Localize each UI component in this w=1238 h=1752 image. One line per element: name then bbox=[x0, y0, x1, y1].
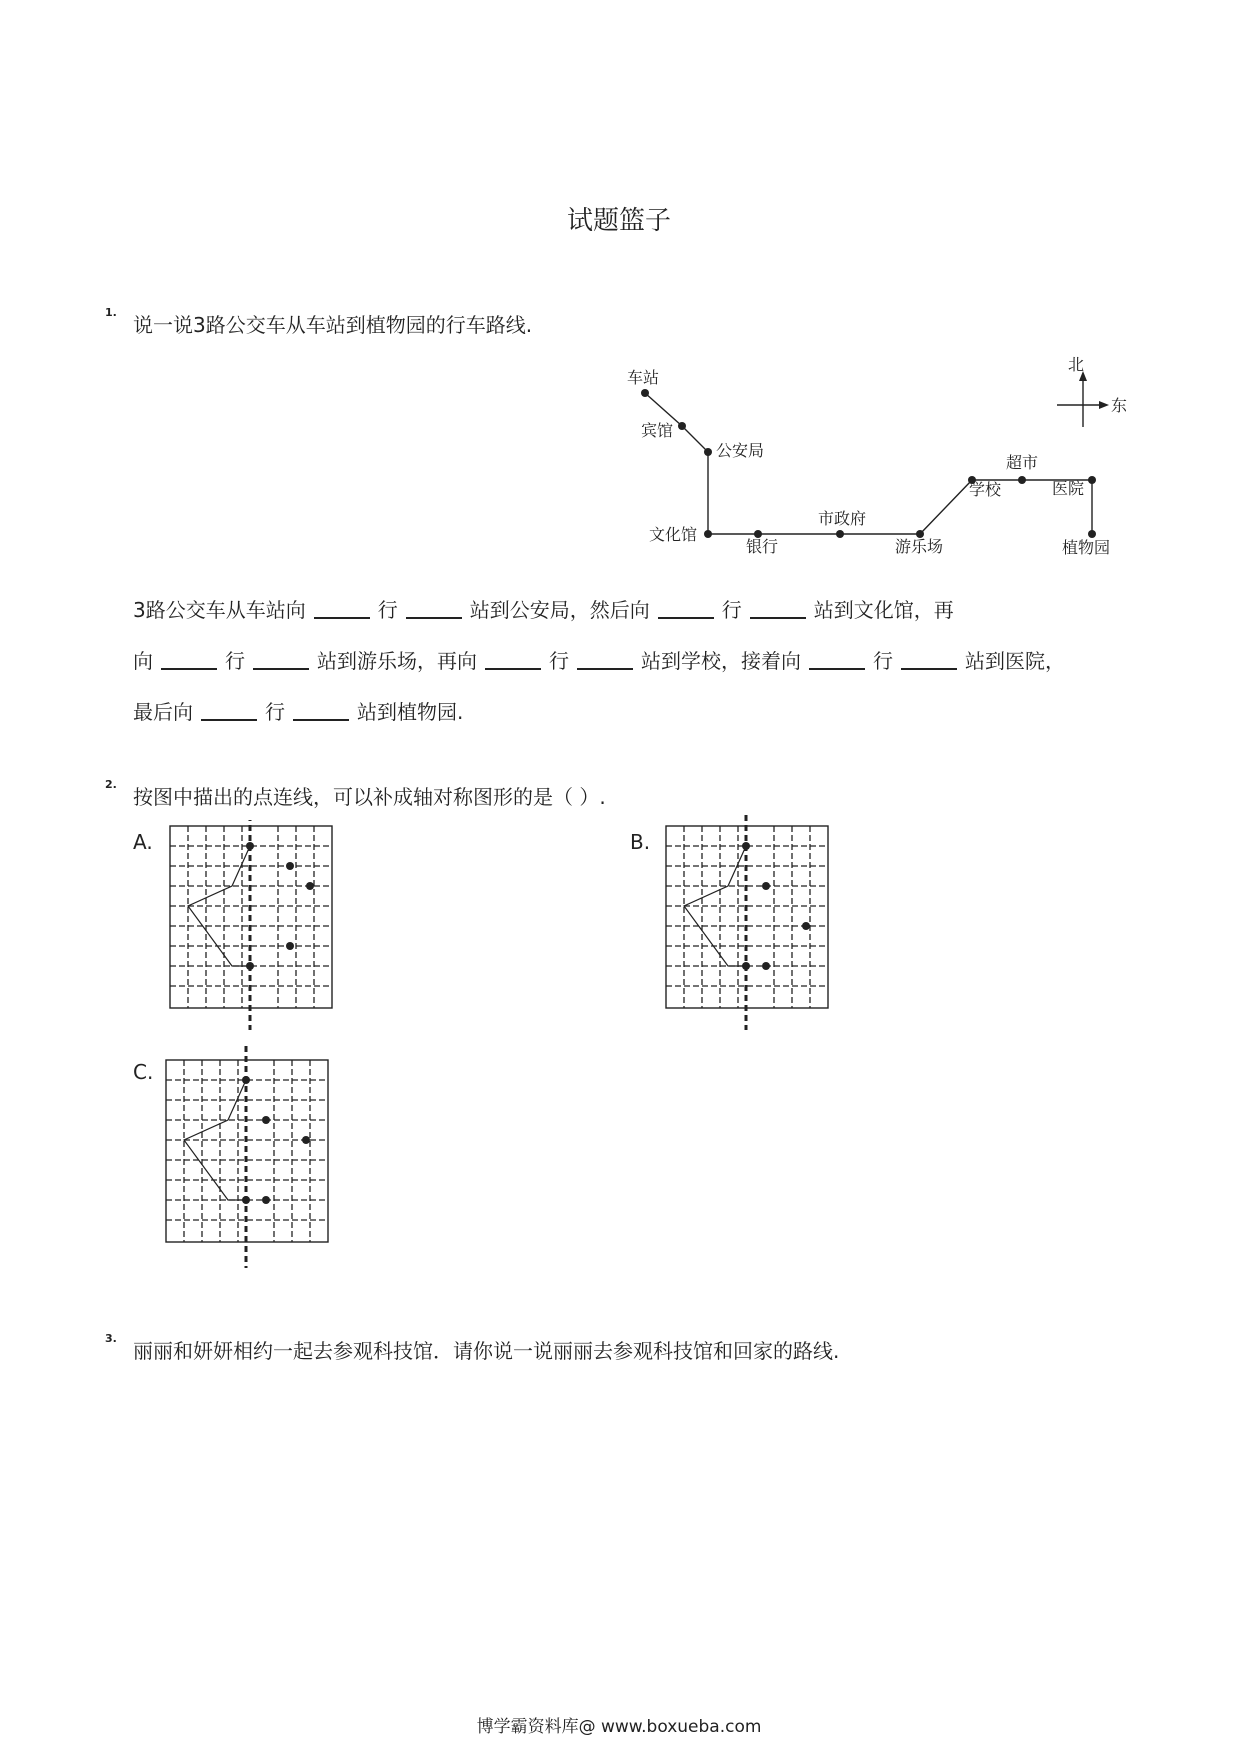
question-1-prompt: 说一说3路公交车从车站到植物园的行车路线. bbox=[133, 313, 533, 337]
point bbox=[762, 882, 770, 890]
option-b-label[interactable]: B. bbox=[630, 830, 651, 854]
stop-dot-supermarket bbox=[1018, 476, 1026, 484]
stop-label: 银行 bbox=[746, 537, 779, 556]
stop-dot-city-hall bbox=[836, 530, 844, 538]
q1-fill-line-1: 3路公交车从车站向 行 站到公安局，然后向 行 站到文化馆，再 bbox=[133, 598, 954, 622]
stop-label: 学校 bbox=[969, 480, 1002, 499]
answer-blank[interactable] bbox=[253, 648, 309, 670]
page-footer: 博学霸资料库@ www.boxueba.com bbox=[476, 1717, 762, 1737]
point bbox=[306, 882, 314, 890]
point bbox=[742, 842, 750, 850]
option-a-label[interactable]: A. bbox=[133, 830, 153, 854]
point bbox=[302, 1136, 310, 1144]
answer-blank[interactable] bbox=[293, 699, 349, 721]
option-a-grid[interactable] bbox=[165, 820, 340, 1035]
stop-label: 游乐场 bbox=[895, 537, 944, 556]
answer-blank[interactable] bbox=[901, 648, 957, 670]
bus-route-map bbox=[600, 350, 1140, 570]
compass-north-label: 北 bbox=[1068, 355, 1085, 374]
stop-label: 医院 bbox=[1052, 479, 1085, 498]
question-1-number: 1. bbox=[105, 306, 117, 319]
point bbox=[242, 1196, 250, 1204]
stop-dot-hospital bbox=[1088, 476, 1096, 484]
option-c-grid[interactable] bbox=[160, 1040, 335, 1272]
stop-dot-culture-hall bbox=[704, 530, 712, 538]
point bbox=[286, 942, 294, 950]
stop-dot-police bbox=[704, 448, 712, 456]
answer-blank[interactable] bbox=[201, 699, 257, 721]
question-2-number: 2. bbox=[105, 778, 117, 791]
stop-label: 市政府 bbox=[818, 509, 867, 528]
point bbox=[262, 1116, 270, 1124]
answer-blank[interactable] bbox=[809, 648, 865, 670]
answer-blank[interactable] bbox=[750, 597, 806, 619]
question-3-number: 3. bbox=[105, 1332, 117, 1345]
compass-east-arrow bbox=[1099, 401, 1109, 409]
option-b-grid[interactable] bbox=[660, 812, 835, 1037]
answer-blank[interactable] bbox=[406, 597, 462, 619]
stop-dot-hotel bbox=[678, 422, 686, 430]
compass-east-label: 东 bbox=[1111, 396, 1128, 415]
stop-label: 车站 bbox=[627, 368, 660, 387]
option-c-label[interactable]: C. bbox=[133, 1060, 154, 1084]
stop-label: 宾馆 bbox=[641, 421, 674, 440]
point bbox=[802, 922, 810, 930]
q1-fill-line-3: 最后向 行 站到植物园. bbox=[133, 700, 464, 724]
stop-dot-botanical-garden bbox=[1088, 530, 1096, 538]
point bbox=[742, 962, 750, 970]
answer-blank[interactable] bbox=[314, 597, 370, 619]
answer-blank[interactable] bbox=[658, 597, 714, 619]
stop-label: 植物园 bbox=[1062, 538, 1111, 557]
answer-blank[interactable] bbox=[485, 648, 541, 670]
stop-label: 文化馆 bbox=[649, 525, 698, 544]
stop-label: 超市 bbox=[1006, 453, 1039, 472]
answer-blank[interactable] bbox=[161, 648, 217, 670]
page-title: 试题篮子 bbox=[566, 206, 671, 236]
point bbox=[762, 962, 770, 970]
question-3-prompt: 丽丽和妍妍相约一起去参观科技馆．请你说一说丽丽去参观科技馆和回家的路线. bbox=[133, 1339, 840, 1363]
point bbox=[286, 862, 294, 870]
answer-blank[interactable] bbox=[577, 648, 633, 670]
point bbox=[262, 1196, 270, 1204]
stop-label: 公安局 bbox=[716, 441, 765, 460]
point bbox=[246, 842, 254, 850]
point bbox=[242, 1076, 250, 1084]
q1-fill-line-2: 向 行 站到游乐场，再向 行 站到学校，接着向 行 站到医院， bbox=[133, 649, 1065, 673]
question-2-prompt: 按图中描出的点连线，可以补成轴对称图形的是（ ）. bbox=[133, 785, 606, 809]
point bbox=[246, 962, 254, 970]
stop-dot-bus-station bbox=[641, 389, 649, 397]
